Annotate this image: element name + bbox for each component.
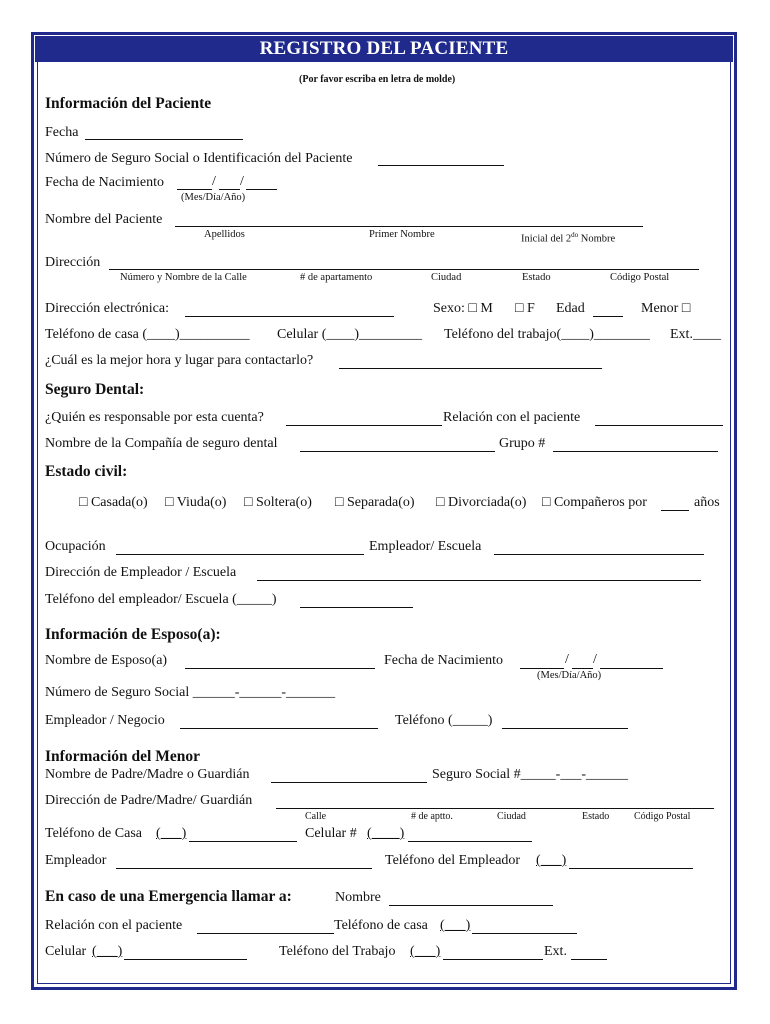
spouse-name-field[interactable] <box>185 668 375 669</box>
guardian-ssn-field[interactable]: Seguro Social #_____-___-______ <box>432 767 628 782</box>
patient-name-field[interactable] <box>175 226 643 227</box>
guardian-zip-hint: Código Postal <box>634 811 691 822</box>
guardian-state-hint: Estado <box>582 811 610 822</box>
guardian-cell-area[interactable]: (____) <box>367 826 405 841</box>
group-label: Grupo # <box>499 436 546 451</box>
email-label: Dirección electrónica: <box>45 301 169 316</box>
emergency-relation-field[interactable] <box>197 933 334 934</box>
employer-label: Empleador/ Escuela <box>369 539 482 554</box>
guardian-address-field[interactable] <box>276 808 714 809</box>
home-phone-field[interactable]: Teléfono de casa (____)__________ <box>45 327 250 342</box>
work-ext-field[interactable]: Ext.____ <box>670 327 721 342</box>
cell-phone-field[interactable]: Celular (____)_________ <box>277 327 423 342</box>
age-field[interactable] <box>593 316 623 317</box>
guardian-home-phone-field[interactable] <box>189 841 297 842</box>
date-label: Fecha <box>45 125 79 140</box>
minor-employer-phone-label: Teléfono del Empleador <box>385 853 521 868</box>
insurance-company-field[interactable] <box>300 451 495 452</box>
guardian-home-phone-label: Teléfono de Casa <box>45 826 142 841</box>
relation-field[interactable] <box>595 425 723 426</box>
insurance-company-label: Nombre de la Compañía de seguro dental <box>45 436 278 451</box>
emergency-relation-label: Relación con el paciente <box>45 918 183 933</box>
dob-year-field[interactable] <box>246 189 277 190</box>
responsible-label: ¿Quién es responsable por esta cuenta? <box>45 410 264 425</box>
guardian-cell-field[interactable] <box>408 841 532 842</box>
occupation-label: Ocupación <box>45 539 106 554</box>
print-instructions: (Por favor escriba en letra de molde) <box>299 74 456 85</box>
emergency-work-field[interactable] <box>443 959 543 960</box>
group-field[interactable] <box>553 451 718 452</box>
spouse-dob-slash: / <box>565 652 569 667</box>
civil-divorced-checkbox[interactable]: □ Divorciada(o) <box>436 495 527 510</box>
dob-slash: / <box>212 174 216 189</box>
state-hint: Estado <box>522 272 551 283</box>
spouse-dob-hint: (Mes/Día/Año) <box>537 670 602 681</box>
first-name-hint: Primer Nombre <box>369 229 435 240</box>
dob-day-field[interactable] <box>219 189 240 190</box>
section-heading-civil: Estado civil: <box>45 463 128 480</box>
sex-male-checkbox[interactable]: Sexo: □ M <box>433 301 493 316</box>
years-label: años <box>694 495 720 510</box>
guardian-address-label: Dirección de Padre/Madre/ Guardián <box>45 793 253 808</box>
dob-month-field[interactable] <box>177 189 212 190</box>
minor-employer-label: Empleador <box>45 853 107 868</box>
civil-widowed-checkbox[interactable]: □ Viuda(o) <box>165 495 227 510</box>
civil-married-checkbox[interactable]: □ Casada(o) <box>79 495 148 510</box>
guardian-city-hint: Ciudad <box>497 811 526 822</box>
emergency-cell-field[interactable] <box>124 959 247 960</box>
emergency-ext-field[interactable] <box>571 959 607 960</box>
guardian-street-hint: Calle <box>305 811 327 822</box>
minor-employer-phone-field[interactable] <box>569 868 693 869</box>
spouse-dob-label: Fecha de Nacimiento <box>384 653 503 668</box>
emergency-name-label: Nombre <box>335 890 381 905</box>
best-contact-field[interactable] <box>339 368 602 369</box>
employer-phone-label: Teléfono del empleador/ Escuela (_____) <box>45 592 277 607</box>
section-heading-dental: Seguro Dental: <box>45 381 145 398</box>
street-hint: Número y Nombre de la Calle <box>120 272 247 283</box>
ssn-field[interactable] <box>378 165 504 166</box>
emergency-name-field[interactable] <box>389 905 553 906</box>
spouse-employer-field[interactable] <box>180 728 378 729</box>
dob-format-hint: (Mes/Día/Año) <box>181 192 246 203</box>
spouse-dob-year-field[interactable] <box>600 668 663 669</box>
occupation-field[interactable] <box>116 554 364 555</box>
address-label: Dirección <box>45 255 101 270</box>
sex-female-checkbox[interactable]: □ F <box>515 301 535 316</box>
dob-label: Fecha de Nacimiento <box>45 175 164 190</box>
emergency-cell-label: Celular <box>45 944 87 959</box>
civil-separated-checkbox[interactable]: □ Separada(o) <box>335 495 415 510</box>
emergency-work-label: Teléfono del Trabajo <box>279 944 396 959</box>
minor-checkbox[interactable]: Menor □ <box>641 301 691 316</box>
section-heading-minor: Información del Menor <box>45 748 200 765</box>
date-field[interactable] <box>85 139 243 140</box>
emergency-work-area[interactable]: (___) <box>410 944 441 959</box>
spouse-phone-field[interactable] <box>502 728 628 729</box>
spouse-ssn-field[interactable]: Número de Seguro Social ______-______-_______ <box>45 685 336 700</box>
guardian-name-field[interactable] <box>271 782 427 783</box>
employer-address-field[interactable] <box>257 580 701 581</box>
middle-initial-hint: Inicial del $2^{do}$ Nombre <box>521 231 616 245</box>
partners-years-field[interactable] <box>661 510 689 511</box>
civil-partners-checkbox[interactable]: □ Compañeros por <box>542 495 647 510</box>
section-heading-spouse: Información de Esposo(a): <box>45 626 221 643</box>
emergency-home-phone-area[interactable]: (___) <box>440 918 471 933</box>
employer-phone-field[interactable] <box>300 607 413 608</box>
section-heading-emergency: En caso de una Emergencia llamar a: <box>45 888 292 905</box>
city-hint: Ciudad <box>431 272 462 283</box>
spouse-dob-day-field[interactable] <box>572 668 593 669</box>
work-phone-field[interactable]: Teléfono del trabajo(____)________ <box>444 327 650 342</box>
relation-label: Relación con el paciente <box>443 410 581 425</box>
emergency-ext-label: Ext. <box>544 944 567 959</box>
page-title: REGISTRO DEL PACIENTE <box>35 36 733 62</box>
spouse-name-label: Nombre de Esposo(a) <box>45 653 168 668</box>
spouse-dob-slash: / <box>593 652 597 667</box>
spouse-employer-label: Empleador / Negocio <box>45 713 165 728</box>
section-heading-patient: Información del Paciente <box>45 95 212 112</box>
address-field[interactable] <box>109 269 699 270</box>
spouse-dob-month-field[interactable] <box>520 668 564 669</box>
civil-single-checkbox[interactable]: □ Soltera(o) <box>244 495 312 510</box>
emergency-cell-area[interactable]: (___) <box>92 944 123 959</box>
minor-employer-field[interactable] <box>116 868 372 869</box>
zip-hint: Código Postal <box>610 272 670 283</box>
ssn-label: Número de Seguro Social o Identificación del Paciente <box>45 151 353 166</box>
email-field[interactable] <box>185 316 394 317</box>
guardian-name-label: Nombre de Padre/Madre o Guardián <box>45 767 250 782</box>
last-name-hint: Apellidos <box>204 229 245 240</box>
spouse-phone-label: Teléfono (_____) <box>395 713 493 728</box>
apartment-hint: # de apartamento <box>300 272 373 283</box>
guardian-cell-label: Celular # <box>305 826 357 841</box>
employer-field[interactable] <box>494 554 704 555</box>
best-contact-label: ¿Cuál es la mejor hora y lugar para contactarlo? <box>45 353 314 368</box>
guardian-home-phone-area[interactable]: (___) <box>156 826 187 841</box>
patient-name-label: Nombre del Paciente <box>45 212 163 227</box>
emergency-home-phone-field[interactable] <box>472 933 577 934</box>
minor-employer-phone-area[interactable]: (___) <box>536 853 567 868</box>
responsible-field[interactable] <box>286 425 442 426</box>
guardian-apt-hint: # de aptto. <box>411 811 453 822</box>
employer-address-label: Dirección de Empleador / Escuela <box>45 565 237 580</box>
age-label: Edad <box>556 301 585 316</box>
dob-slash: / <box>240 174 244 189</box>
emergency-home-phone-label: Teléfono de casa <box>334 918 428 933</box>
